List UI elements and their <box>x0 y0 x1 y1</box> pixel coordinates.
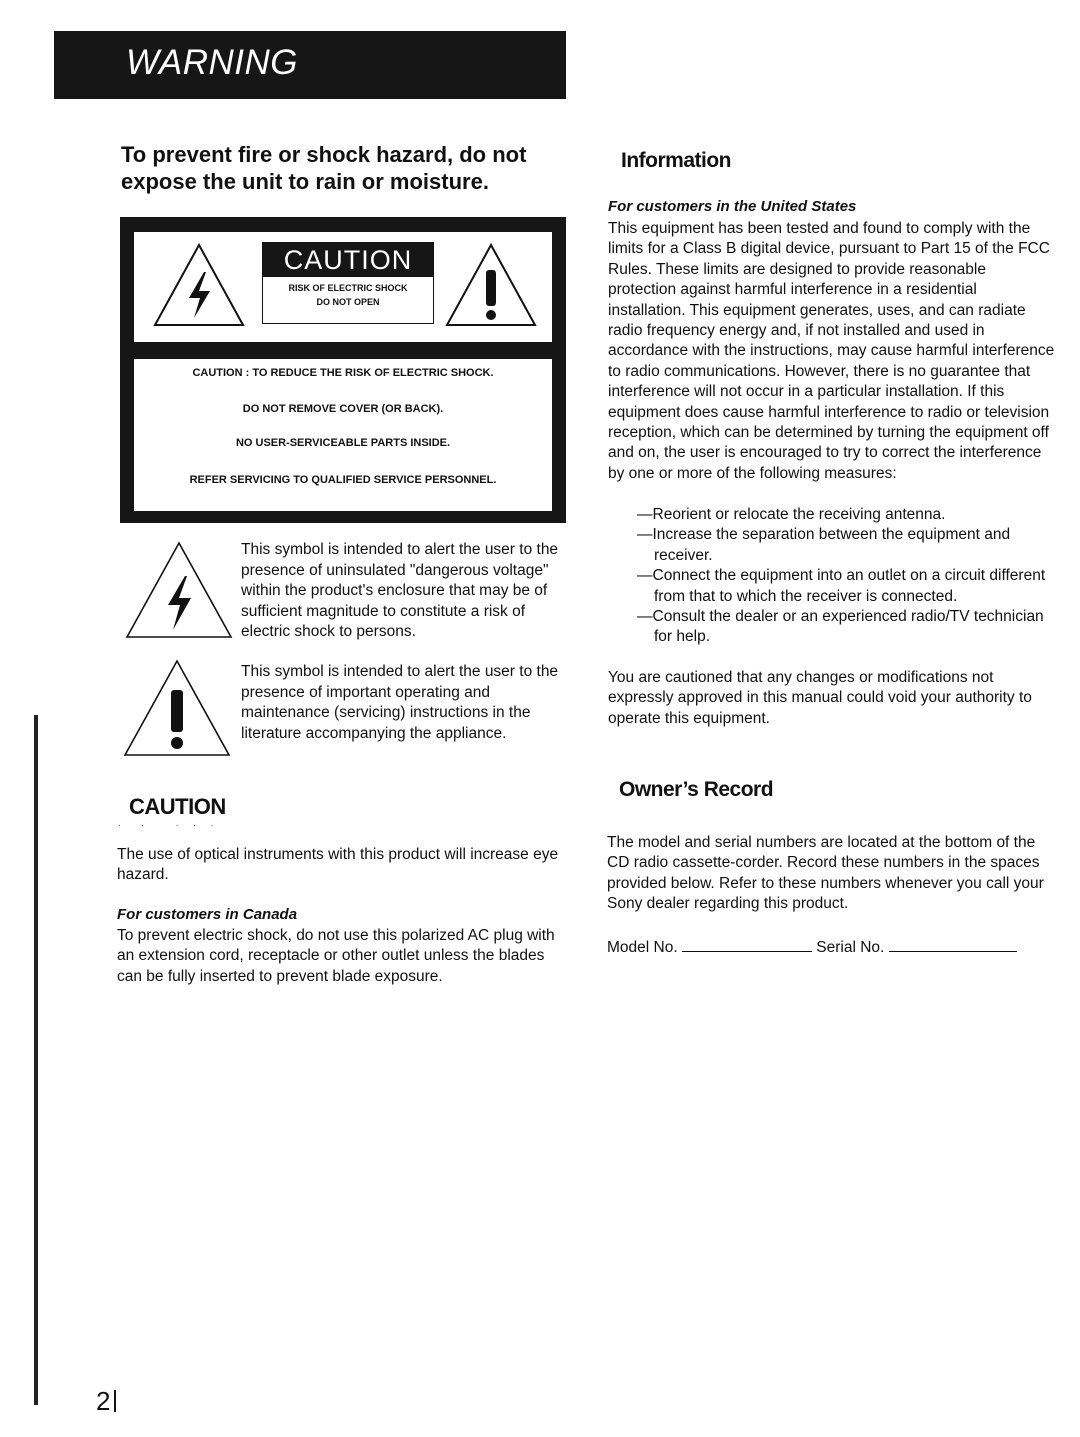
caution-heading: CAUTION <box>129 794 226 819</box>
exclamation-symbol-description: This symbol is intended to alert the user to the presence of important operating and maintenance (servicing) instructions in the literature accompanying the appliance. <box>241 663 559 742</box>
caution-line: REFER SERVICING TO QUALIFIED SERVICE PERSONNEL. <box>189 474 497 486</box>
exclamation-warning-icon <box>444 242 538 328</box>
caution-label-subtext: RISK OF ELECTRIC SHOCK DO NOT OPEN <box>288 283 408 307</box>
lightning-warning-icon <box>152 242 246 328</box>
caution-label-top <box>134 232 552 342</box>
lightning-symbol-description: This symbol is intended to alert the user to the presence of uninsulated "dangerous voltage" within the product's enclosure that may be of sufficient magnitude to constitute a risk of electric shock to persons. <box>241 541 559 640</box>
model-number-label: Model No. <box>607 939 678 956</box>
canada-heading: For customers in Canada <box>117 906 298 923</box>
caution-instructions <box>134 359 552 511</box>
list-item: —Reorient or relocate the receiving antenna. <box>637 506 946 523</box>
scan-dots: . . . . . <box>118 818 217 829</box>
caution-label-title: CAUTION <box>263 243 433 277</box>
us-customers-heading: For customers in the United States <box>608 198 857 215</box>
serial-number-label: Serial No. <box>816 939 885 956</box>
caution-line: NO USER-SERVICEABLE PARTS INSIDE. <box>235 437 451 449</box>
warning-banner <box>54 31 566 99</box>
page-number: 2 <box>96 1386 116 1417</box>
caution-line: DO NOT REMOVE COVER (OR BACK). <box>242 403 444 415</box>
caution-body: The use of optical instruments with this product will increase eye hazard. <box>117 846 559 884</box>
serial-number-field[interactable] <box>889 936 1017 952</box>
record-fields <box>607 936 1057 958</box>
lightning-symbol-icon <box>124 540 234 640</box>
information-heading: Information <box>621 149 731 172</box>
owners-record-body: The model and serial numbers are located at the bottom of the CD radio cassette-corder. Record these numbers in the spaces provided below. Refer to these numbers whenever you call your Sony dealer regarding this product. <box>607 834 1044 913</box>
measures-list <box>637 505 1052 648</box>
caution-label <box>262 242 434 324</box>
margin-rule <box>34 715 38 1405</box>
warning-title: WARNING <box>126 43 299 82</box>
list-item: —Increase the separation between the equipment and receiver. <box>637 526 1011 564</box>
list-item: —Connect the equipment into an outlet on a circuit different from that to which the receiver is connected. <box>637 567 1046 605</box>
modification-caution: You are cautioned that any changes or modifications not expressly approved in this manual could void your authority to operate this equipment. <box>608 669 1032 727</box>
caution-label-box <box>120 217 566 523</box>
list-item: —Consult the dealer or an experienced radio/TV technician for help. <box>637 608 1044 646</box>
main-heading: To prevent fire or shock hazard, do not expose the unit to rain or moisture. <box>121 142 527 194</box>
model-number-field[interactable] <box>682 936 812 952</box>
owners-record-heading: Owner’s Record <box>619 778 774 801</box>
fcc-statement: This equipment has been tested and found to comply with the limits for a Class B digital device, pursuant to Part 15 of the FCC Rules. These limits are designed to provide reasonable protection against harmful interference in a residential installation. This equipment generates, uses, and can radiate radio frequency energy and, if not installed and used in accordance with the instructions, may cause harmful interference to radio communications. However, there is no guarantee that interference will not occur in a particular installation. If this equipment does cause harmful interference to radio or television reception, which can be determined by turning the equipment off and on, the user is encouraged to try to correct the interference by one or more of the following measures: <box>608 220 1055 482</box>
caution-line: CAUTION : TO REDUCE THE RISK OF ELECTRIC SHOCK. <box>192 367 494 379</box>
canada-body: To prevent electric shock, do not use this polarized AC plug with an extension cord, receptacle or other outlet unless the blades can be fully inserted to prevent blade exposure. <box>117 927 555 985</box>
exclamation-symbol-icon <box>122 658 232 758</box>
